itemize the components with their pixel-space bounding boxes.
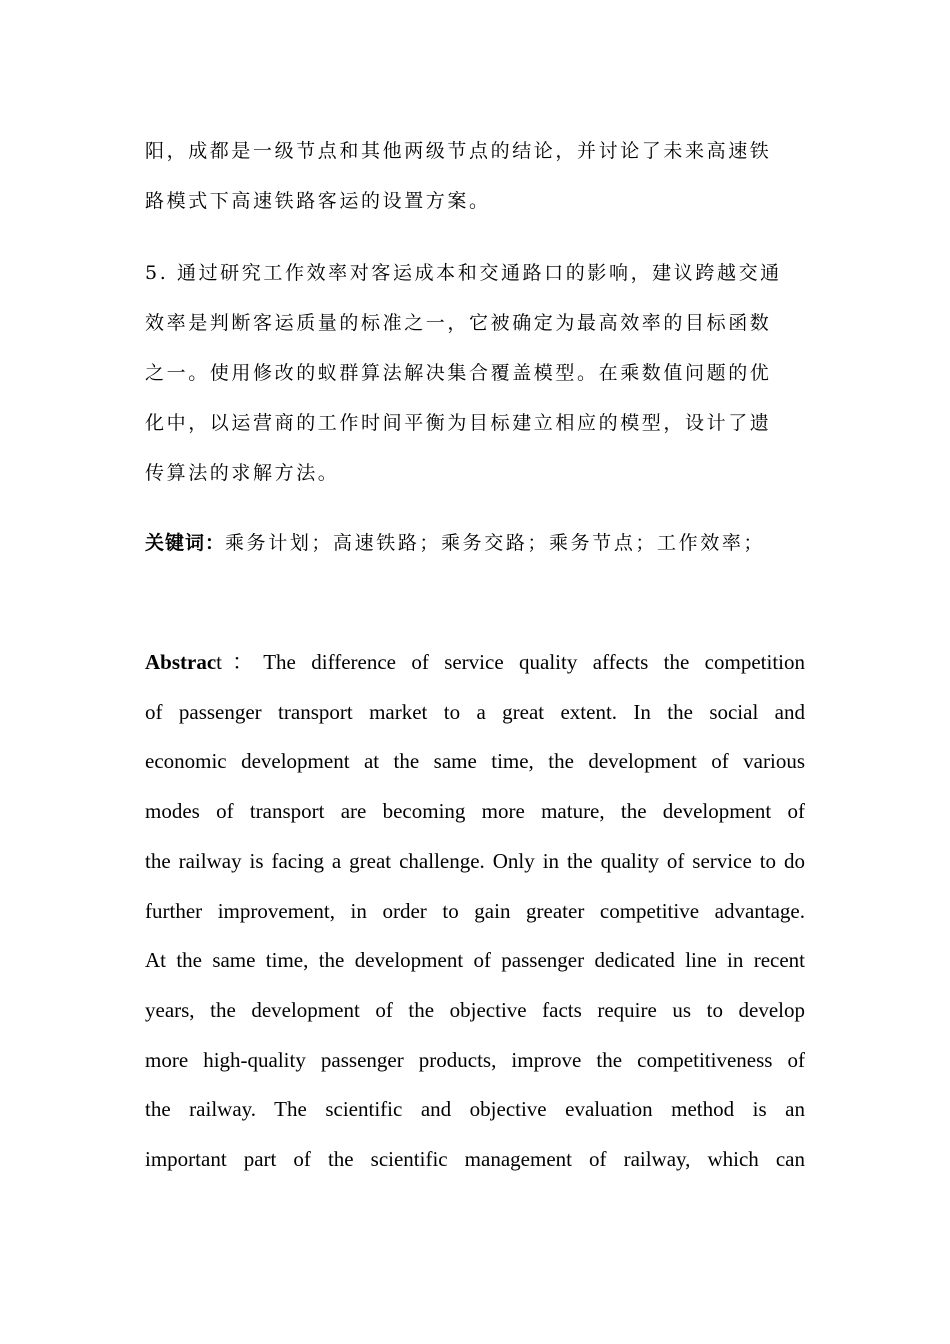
text-line: 5. 通过研究工作效率对客运成本和交通路口的影响，建议跨越交通	[145, 262, 782, 284]
text-line: 化中，以运营商的工作时间平衡为目标建立相应的模型，设计了遗	[145, 412, 772, 434]
paragraph-spacer	[145, 226, 805, 248]
text-line: 之一。使用修改的蚁群算法解决集合覆盖模型。在乘数值问题的优	[145, 362, 772, 384]
text-line: of passenger transport market to a great extent. In the social and	[145, 699, 805, 724]
document-page	[145, 126, 805, 1185]
chinese-paragraph-continued	[145, 126, 805, 226]
paragraph-spacer	[145, 498, 805, 518]
text-line: important part of the scientific management of railway, which can	[145, 1147, 805, 1172]
section-spacer	[145, 568, 805, 638]
keywords-line	[145, 518, 805, 568]
text-line: modes of transport are becoming more mature, the development of	[145, 799, 805, 824]
text-line: economic development at the same time, the development of various	[145, 749, 805, 774]
english-abstract	[145, 638, 805, 1185]
text-line: further improvement, in order to gain greater competitive advantage.	[145, 898, 805, 923]
text-line: 路模式下高速铁路客运的设置方案。	[145, 190, 491, 212]
text-line: 效率是判断客运质量的标准之一，它被确定为最高效率的目标函数	[145, 312, 772, 334]
text-line: the railway. The scientific and objective evaluation method is an	[145, 1097, 805, 1122]
text-line: more high-quality passenger products, improve the competitiveness of	[145, 1047, 805, 1072]
abstract-label-rest: t：	[216, 650, 264, 674]
text-line: the railway is facing a great challenge. Only in the quality of service to do	[145, 848, 805, 873]
abstract-label-bold: Abstrac	[145, 650, 217, 674]
chinese-item-5	[145, 248, 805, 498]
keywords-text: 乘务计划；高速铁路；乘务交路；乘务节点；工作效率；	[225, 532, 766, 554]
text-line: years, the development of the objective facts require us to develop	[145, 997, 805, 1022]
text-line: At the same time, the development of passenger dedicated line in recent	[145, 948, 805, 973]
text-line: 阳，成都是一级节点和其他两级节点的结论，并讨论了未来高速铁	[145, 140, 772, 162]
abstract-first-line-text: The difference of service quality affects the competition	[263, 650, 805, 674]
text-line: 传算法的求解方法。	[145, 462, 340, 484]
keywords-label: 关键词：	[145, 532, 226, 554]
abstract-first-line	[145, 638, 805, 688]
